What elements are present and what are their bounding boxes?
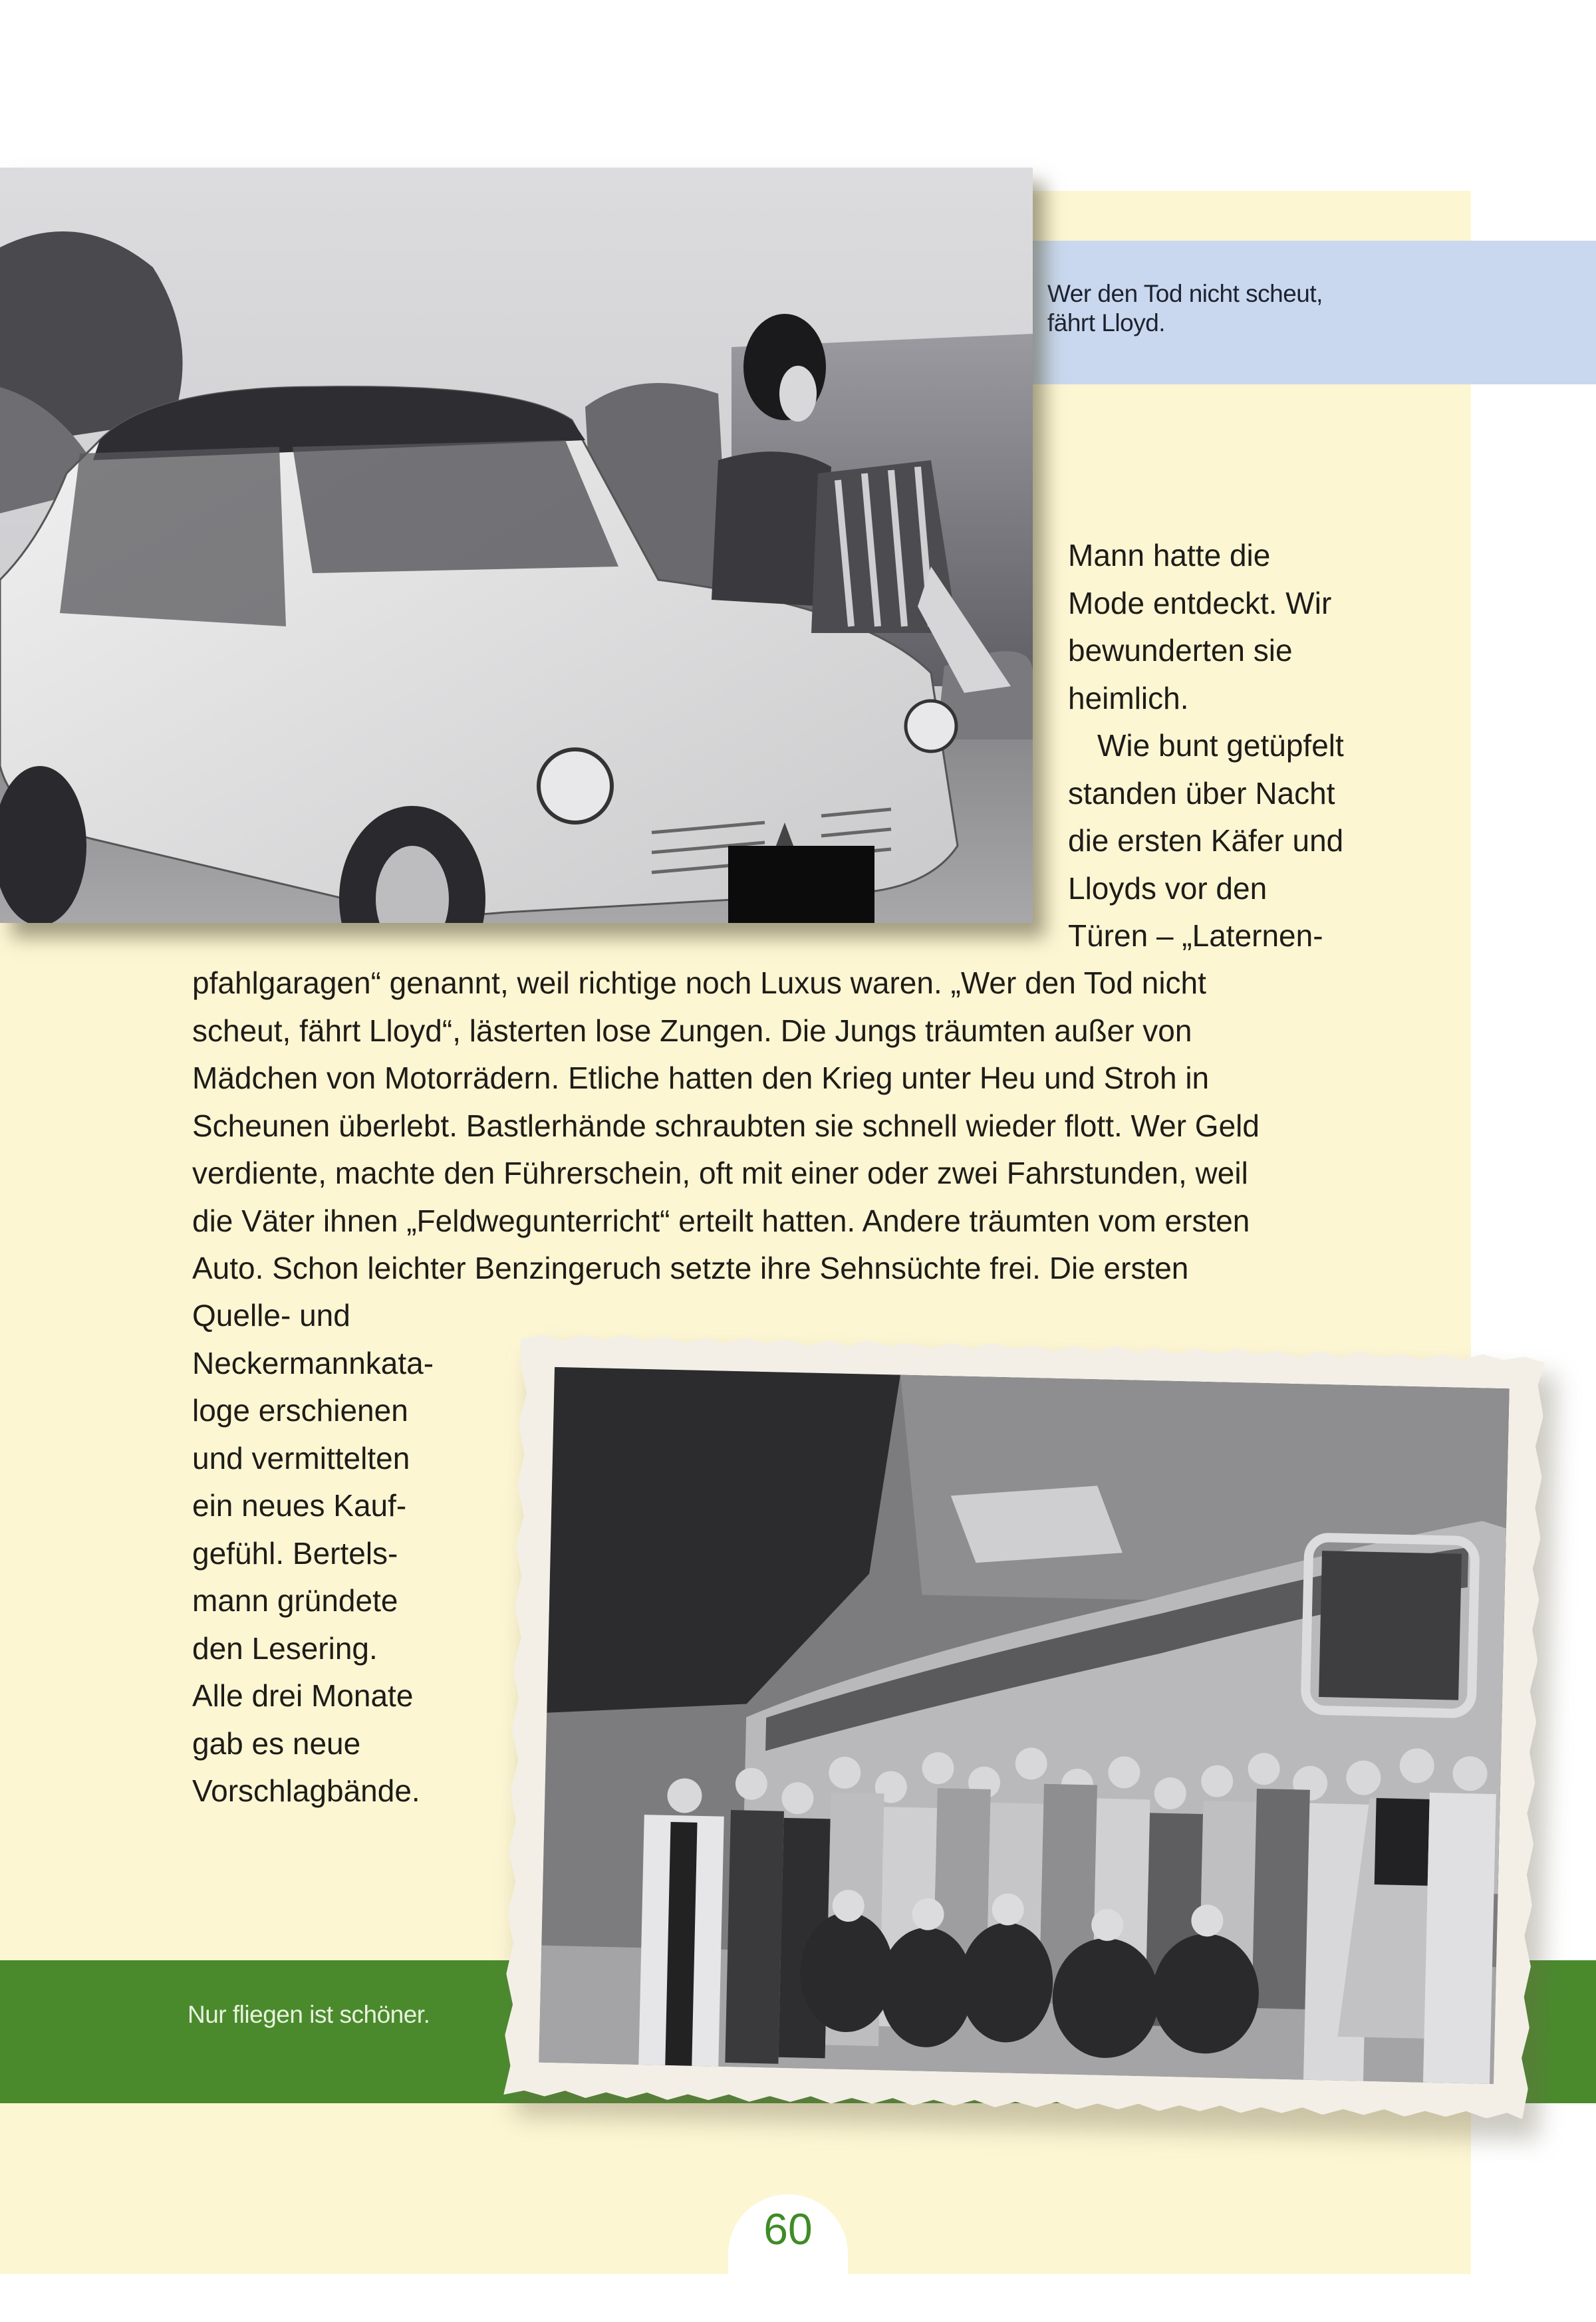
text-line: die Väter ihnen „Feldwegunterricht“ erteilt hatten. Andere träumten vom ersten — [192, 1203, 1250, 1238]
body-text-full-width — [192, 960, 1260, 1293]
text-line: bewunderten sie — [1068, 633, 1293, 668]
text-line: die ersten Käfer und — [1068, 823, 1344, 858]
bus-photo-illustration — [539, 1367, 1509, 2084]
photo-lloyd-car — [0, 168, 1033, 923]
text-line: Mann hatte die — [1068, 538, 1271, 573]
text-line: standen über Nacht — [1068, 775, 1335, 811]
text-line: den Lesering. — [192, 1630, 378, 1666]
text-line: verdiente, machte den Führerschein, oft mit einer oder zwei Fahrstunden, weil — [192, 1156, 1248, 1190]
text-line: Alle drei Monate — [192, 1678, 414, 1713]
text-line: Mädchen von Motorrädern. Etliche hatten den Krieg unter Heu und Stroh in — [192, 1061, 1210, 1095]
text-line: Scheunen überlebt. Bastlerhände schraubten sie schnell wieder flott. Wer Geld — [192, 1108, 1260, 1143]
text-line: gab es neue — [192, 1726, 361, 1761]
text-line: Wie bunt getüpfelt — [1097, 728, 1344, 763]
text-line: pfahlgaragen“ genannt, weil richtige noch Luxus waren. „Wer den Tod nicht — [192, 966, 1206, 1000]
car-photo-illustration — [0, 168, 1033, 923]
text-line: mann gründete — [192, 1583, 398, 1618]
text-line: Auto. Schon leichter Benzingeruch setzte ihre Sehnsüchte frei. Die ersten — [192, 1251, 1189, 1285]
caption-line: Wer den Tod nicht scheut, — [1047, 280, 1323, 307]
text-line: Lloyds vor den — [1068, 870, 1267, 906]
text-line: Vorschlagbände. — [192, 1773, 420, 1808]
photo-bus-group — [503, 1332, 1545, 2120]
text-line: Quelle- und — [192, 1298, 350, 1333]
text-line: loge erschienen — [192, 1393, 408, 1428]
body-text-left-column — [192, 1292, 434, 1815]
bus-photo-image — [539, 1367, 1509, 2084]
body-text-right-column — [1068, 532, 1344, 960]
text-line: Türen – „Laternen- — [1068, 918, 1323, 953]
text-line: scheut, fährt Lloyd“, lästerten lose Zungen. Die Jungs träumten außer von — [192, 1013, 1192, 1048]
caption-line: fährt Lloyd. — [1047, 309, 1166, 336]
photo-caption-lloyd — [1047, 279, 1420, 338]
text-line: gefühl. Bertels- — [192, 1535, 398, 1571]
text-line: Mode entdeckt. Wir — [1068, 585, 1332, 620]
text-line: und vermittelten — [192, 1440, 410, 1476]
photo-caption-bus: Nur fliegen ist schöner. — [188, 2001, 430, 2028]
text-line: heimlich. — [1068, 680, 1189, 715]
text-line: ein neues Kauf- — [192, 1488, 407, 1523]
text-line: Neckermannkata- — [192, 1345, 434, 1380]
page-number: 60 — [763, 2204, 813, 2254]
